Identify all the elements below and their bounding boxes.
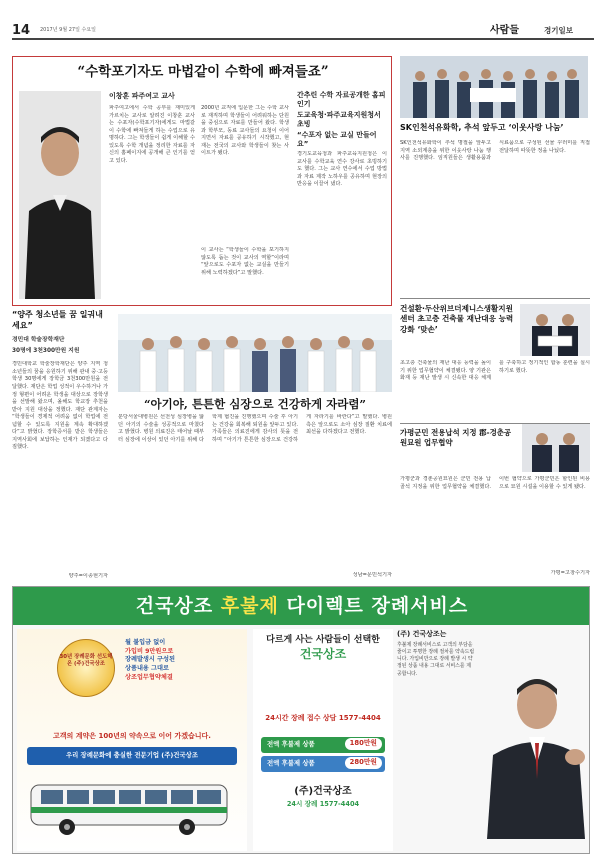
ad-bullet: 상품내용 그대로 — [125, 665, 169, 673]
ad-bullet: 장례발생시 구성된 — [125, 656, 175, 664]
sk-donation-photo — [400, 56, 588, 118]
left-subhead-1: 경민대 학술장학재단 — [12, 336, 65, 343]
ad-mid-title — [253, 635, 393, 662]
left-subhead-2: 30명에 3천300만원 지원 — [12, 347, 80, 354]
ad-title — [13, 593, 590, 621]
ad-right-panel — [479, 629, 589, 851]
main-headline: “수학포기자도 마법같이 수학에 빠져들죠” — [77, 64, 329, 80]
center-byline: 성남=문민석기자 — [352, 572, 392, 578]
ad-mid-title-line1: 다르게 사는 사람들이 선택한 — [266, 635, 380, 645]
brand-phone: 24시 장례 1577-4404 — [286, 799, 360, 808]
hospital-group-photo — [118, 314, 392, 392]
price-label: 전액 후불제 상품 — [267, 759, 315, 767]
ceo-portrait — [479, 659, 589, 839]
ad-info-text: 후불제 장례서비스로 고객의 부담을 줄이고 투명한 장례 절차를 약속드립니다. 가입비만으로 장례 발생 시 약정된 상품 내용 그대로 서비스를 제공합니다. — [397, 642, 475, 677]
right-body-3: 가평군과 경춘공원묘원은 군민 전용 납골석 지정을 위한 업무협약을 체결했다. 이번 협약으로 가평군민은 할인된 비용으로 묘원 시설을 이용할 수 있게 됐다. — [400, 476, 590, 490]
main-body-col3: 경기도교육청과 파주교육지원청은 이 교사를 수학교육 연수 강사로 초빙하기도 했다. 그는 교사 연수에서 수업 방법과 자료 제작 노하우를 공유하며 현장의 반응을 이끌어 냈다. — [297, 151, 387, 188]
right-headline-2: 건설환·두산위브더제니스생활지원센터 초고층 건축물 재난대응 능력강화 ‘맞손’ — [400, 304, 514, 334]
ad-bullet: 상조업무협약체결 — [125, 673, 173, 681]
newspaper-name: 경기일보 — [544, 26, 573, 35]
issue-date: 2017년 9월 27일 수요일 — [40, 27, 97, 33]
price-row — [261, 756, 385, 772]
right-headline-1: SK인천석유화학, 추석 앞두고 ‘이웃사랑 나눔’ — [400, 123, 564, 132]
center-body: 분당서울대병원은 선천성 심장병을 앓던 아기의 수술을 성공적으로 마쳤다고 밝혔다. 병원 의료진은 태어날 때부터 심장에 이상이 있던 아기를 위해 다학제 협진을 진행했으며 수술 후 아기는 건강을 회복해 퇴원을 앞두고 있다. 가족들은 의료진에게 감사의 뜻을 전하며 “아기가 튼튼한 심장으로 건강하게 자라기를 바란다”고 말했다. 병원 측은 앞으로도 소아 심장 질환 치료에 최선을 다하겠다고 전했다. — [118, 414, 392, 443]
ad-promise-banner: 우리 장례문화에 충실한 전문기업 (주)건국상조 — [27, 747, 237, 765]
right-byline-3: 가평=고창수기자 — [550, 570, 590, 576]
page-header — [12, 20, 594, 40]
brand-name: (주)건국상조 — [294, 786, 352, 797]
price-value: 280만원 — [345, 757, 382, 769]
seal-text: 30년 장례문화 선도해온 (주)건국상조 — [59, 654, 113, 667]
left-body: 경민대학교 학술장학재단은 양주 지역 청소년들의 꿈을 응원하기 위해 관내 중·고등학생 30명에게 장학금 3천300만원을 전달했다. 재단은 학업 성적이 우수하거나 가정 형편이 어려운 학생을 대상으로 장학생을 선발해 왔으며, 올해도 학교장 추천을 받아 지원 대상을 정했다. 재단 관계자는 “학생들이 경제적 어려움 없이 학업에 전념할 수 있도록 지원을 계속 확대하겠다”고 밝혔다. 장학증서를 받은 학생들은 지역사회에 보답하는 인재가 되겠다고 다짐했다. — [12, 361, 108, 451]
right-body-2: 초고층 건축물의 재난 대응 능력을 높이기 위한 업무협약이 체결됐다. 양 기관은 화재 등 재난 발생 시 신속한 대응 체계를 구축하고 정기적인 합동 훈련을 실시하기로 했다. — [400, 360, 590, 382]
divider — [400, 298, 590, 299]
ad-title-brand: 건국상조 — [135, 595, 214, 617]
thirty-year-seal — [57, 639, 115, 697]
section-name: 사람들 — [490, 25, 519, 36]
ad-promise: 고객의 계약은 100년의 약속으로 이어 가겠습니다. — [53, 732, 211, 740]
ad-bullet: 월 불입금 없이 — [125, 639, 166, 646]
right-headline-3: 가평군민 전용납석 지정 郡-경춘공원묘원 업무협약 — [400, 428, 511, 447]
teacher-portrait — [19, 91, 101, 299]
gapyeong-agreement-photo — [522, 424, 590, 472]
price-value: 180만원 — [345, 738, 382, 750]
main-body-col1: 파주여고에서 수학 공부를 재미있게 가르치는 교사로 알려진 이창훈 교사는 수포자(수학포기자)에게도 마법같이 수학에 빠져들게 하는 수업으로 유명하다. 그는 학생들이 쉽게 이해할 수 있도록 수학 개념을 정리한 자료를 자신의 홈페이지에 공개해 큰 인기를 얻고 있다. — [109, 105, 195, 164]
ad-bullets — [125, 639, 241, 682]
main-article — [12, 56, 392, 306]
price-box — [261, 737, 385, 773]
funeral-service-advertisement — [12, 586, 590, 854]
main-body-col2: 2000년 교직에 입문한 그는 수학 교사로 재직하며 학생들이 어려워하는 단원을 중심으로 자료를 만들어 왔다. 학생과 학부모, 동료 교사들의 요청이 이어지면서 자료를 공유하기 시작했고, 현재는 전국의 교사와 학생들이 찾는 사이트가 됐다. — [201, 105, 289, 157]
ad-middle-panel — [253, 629, 393, 851]
ad-phone: 24시간 장례 접수 상담 1577-4404 — [265, 714, 381, 722]
left-byline: 양주=이종현기자 — [68, 573, 108, 580]
agreement-photo — [520, 304, 590, 356]
ad-title-postpay: 후불제 — [220, 595, 279, 617]
ad-banner — [13, 587, 590, 625]
ad-info-panel — [397, 629, 475, 851]
ad-info-title: (주) 건국상조는 — [397, 630, 447, 638]
price-label: 전액 후불제 상품 — [267, 740, 315, 748]
ad-left-panel — [17, 629, 247, 851]
center-headline: “아기야, 튼튼한 심장으로 건강하게 자라렴” — [143, 397, 367, 411]
main-body-col4: 이 교사는 “학생들이 수학을 포기하지 않도록 돕는 것이 교사의 역할”이라며 “앞으로도 수포자 없는 교실을 만들기 위해 노력하겠다”고 말했다. — [201, 247, 289, 276]
ad-title-service: 다이렉트 장례서비스 — [286, 595, 469, 617]
right-body-1: SK인천석유화학이 추석 명절을 앞두고 지역 소외계층을 위한 이웃사랑 나눔 행사를 진행했다. 임직원들은 생활용품과 식료품으로 구성된 선물 꾸러미를 직접 전달하며 따뜻한 정을 나눴다. — [400, 140, 590, 162]
main-subhead-3: “수포자 없는 교실 만들어요” — [297, 131, 377, 149]
main-byline: 이창훈 파주여고 교사 — [109, 92, 175, 100]
brand-logo — [261, 785, 385, 809]
main-subhead-1: 간추린 수학 자료공개한 홈피 인기 — [297, 91, 386, 109]
ad-mid-title-line2: 건국상조 — [299, 646, 347, 661]
left-article — [12, 310, 108, 582]
ad-bullet: 가입비 9만원으로 — [125, 647, 174, 655]
page-number: 14 — [12, 23, 31, 38]
price-row — [261, 737, 385, 753]
bus-illustration — [27, 777, 237, 837]
left-headline: “양주 청소년들 꿈 일궈내세요” — [12, 310, 103, 330]
main-subhead-2: 도교육청·파주교육지원청서 초빙 — [297, 111, 381, 129]
